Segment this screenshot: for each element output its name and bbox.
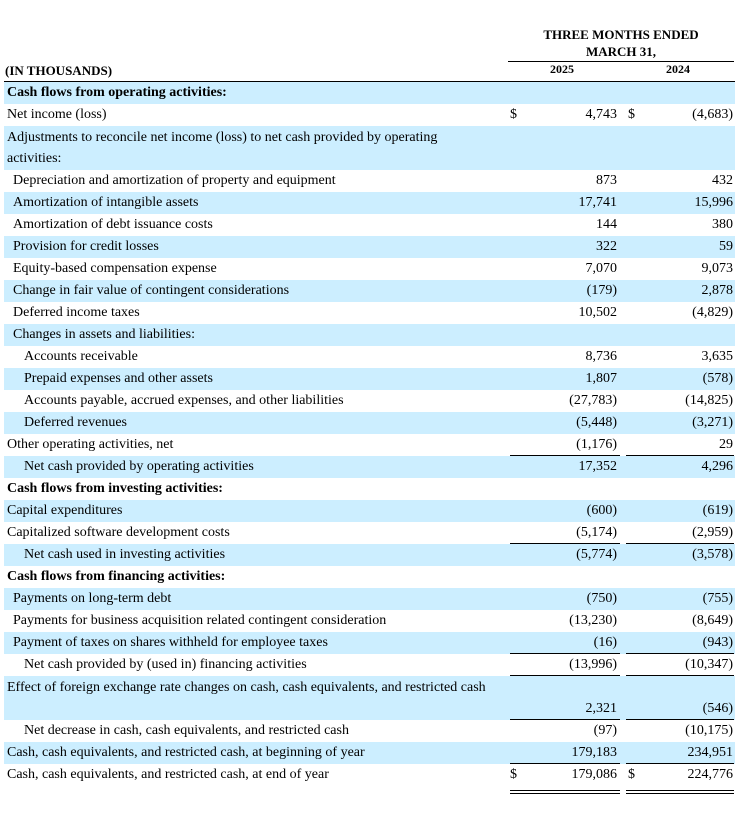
value-2025: (13,996) — [569, 657, 617, 672]
currency-symbol: $ — [510, 107, 517, 122]
table-row — [4, 302, 735, 324]
value-2024: 59 — [719, 239, 733, 254]
row-label: Change in fair value of contingent considerations — [13, 283, 290, 298]
period-header-line2: MARCH 31, — [585, 44, 657, 59]
table-row — [4, 258, 735, 280]
table-row — [4, 544, 735, 566]
value-2024: (10,347) — [685, 657, 733, 672]
value-2025: 7,070 — [585, 261, 617, 276]
row-label: Payments for business acquisition related contingent consideration — [13, 613, 387, 628]
value-2025: 873 — [596, 173, 617, 188]
table-row — [4, 676, 735, 720]
value-2025: 144 — [596, 217, 617, 232]
value-2025: 2,321 — [585, 701, 617, 716]
value-2024: (755) — [702, 591, 733, 606]
value-2025: 17,352 — [578, 459, 617, 474]
period-header-line1: THREE MONTHS ENDED — [543, 27, 699, 42]
value-2024: 4,296 — [701, 459, 733, 474]
row-label: Prepaid expenses and other assets — [24, 371, 213, 386]
value-2024: 15,996 — [694, 195, 733, 210]
total-double-rule — [510, 793, 620, 794]
year-2025-header: 2025 — [550, 62, 574, 76]
row-label: Accounts receivable — [24, 349, 138, 364]
value-2024: (4,683) — [692, 107, 733, 122]
value-2024: 3,635 — [701, 349, 733, 364]
value-2024: (619) — [702, 503, 733, 518]
table-row — [4, 192, 735, 214]
table-row — [4, 324, 735, 346]
value-2024: 224,776 — [687, 767, 733, 782]
table-row — [4, 566, 735, 588]
row-label: Net decrease in cash, cash equivalents, and restricted cash — [24, 723, 349, 738]
value-2025: (179) — [586, 283, 617, 298]
value-2024: (943) — [702, 635, 733, 650]
table-row — [4, 104, 735, 126]
value-2024: (4,829) — [692, 305, 733, 320]
table-row — [4, 280, 735, 302]
currency-symbol: $ — [628, 767, 635, 782]
row-label: Cash flows from investing activities: — [7, 481, 223, 496]
table-row — [4, 236, 735, 258]
value-2024: 432 — [712, 173, 733, 188]
table-row — [4, 764, 735, 786]
table-row — [4, 412, 735, 434]
row-label: Cash flows from financing activities: — [7, 569, 226, 584]
value-2025: 4,743 — [585, 107, 617, 122]
table-row — [4, 500, 735, 522]
value-2025: 179,183 — [571, 745, 617, 760]
value-2025: (27,783) — [569, 393, 617, 408]
table-row — [4, 390, 735, 412]
currency-symbol: $ — [628, 107, 635, 122]
period-header — [510, 26, 732, 60]
value-2025: (750) — [586, 591, 617, 606]
row-label: Depreciation and amortization of property and equipment — [13, 173, 336, 188]
table-row — [4, 456, 735, 478]
row-label: Net cash provided by (used in) financing activities — [24, 657, 307, 672]
row-label: Payments on long-term debt — [13, 591, 172, 606]
row-label: Provision for credit losses — [13, 239, 159, 254]
row-label: Cash, cash equivalents, and restricted cash, at beginning of year — [7, 745, 365, 760]
value-2025: 322 — [596, 239, 617, 254]
row-label: Amortization of debt issuance costs — [13, 217, 213, 232]
value-2025: (5,448) — [576, 415, 617, 430]
value-2024: (578) — [702, 371, 733, 386]
row-label: Deferred revenues — [24, 415, 127, 430]
row-label: Net cash provided by operating activities — [24, 459, 254, 474]
value-2025: (5,174) — [576, 525, 617, 540]
row-label: Amortization of intangible assets — [13, 195, 199, 210]
row-label: Effect of foreign exchange rate changes on cash, cash equivalents, and restricted cash — [7, 680, 486, 695]
table-row — [4, 478, 735, 500]
value-2025: (5,774) — [576, 547, 617, 562]
currency-symbol: $ — [510, 767, 517, 782]
table-row — [4, 632, 735, 654]
table-row — [4, 742, 735, 764]
table-row — [4, 522, 735, 544]
row-label: Adjustments to reconcile net income (loss) to net cash provided by operating activities: — [7, 130, 438, 166]
table-row — [4, 368, 735, 390]
value-2024: (2,959) — [692, 525, 733, 540]
value-2025: (97) — [593, 723, 617, 738]
row-label: Accounts payable, accrued expenses, and other liabilities — [24, 393, 344, 408]
table-row — [4, 434, 735, 456]
value-2024: (10,175) — [685, 723, 733, 738]
value-2024: 9,073 — [701, 261, 733, 276]
table-row — [4, 720, 735, 742]
value-2024: 380 — [712, 217, 733, 232]
table-row — [4, 214, 735, 236]
value-2025: 8,736 — [585, 349, 617, 364]
row-label: Capital expenditures — [7, 503, 123, 518]
table-row — [4, 610, 735, 632]
units-label: (IN THOUSANDS) — [5, 63, 113, 78]
value-2024: (3,578) — [692, 547, 733, 562]
value-2025: 1,807 — [585, 371, 617, 386]
value-2025: (600) — [586, 503, 617, 518]
value-2025: (1,176) — [576, 437, 617, 452]
value-2025: (16) — [593, 635, 617, 650]
table-row — [4, 126, 735, 170]
value-2025: 17,741 — [578, 195, 617, 210]
value-2024: (14,825) — [685, 393, 733, 408]
value-2024: 29 — [719, 437, 733, 452]
table-row — [4, 346, 735, 368]
row-label: Capitalized software development costs — [7, 525, 230, 540]
value-2024: 234,951 — [687, 745, 733, 760]
total-double-rule — [510, 790, 620, 791]
year-2024-header: 2024 — [666, 62, 690, 76]
value-2024: (8,649) — [692, 613, 733, 628]
table-row — [4, 588, 735, 610]
cash-flow-table — [4, 82, 735, 786]
row-label: Net income (loss) — [7, 107, 107, 122]
row-label: Net cash used in investing activities — [24, 547, 226, 562]
value-2025: (13,230) — [569, 613, 617, 628]
value-2024: (3,271) — [692, 415, 733, 430]
row-label: Cash, cash equivalents, and restricted cash, at end of year — [7, 767, 329, 782]
table-row — [4, 654, 735, 676]
total-double-rule — [626, 793, 734, 794]
value-2025: 179,086 — [571, 767, 617, 782]
row-label: Deferred income taxes — [13, 305, 140, 320]
table-row — [4, 82, 735, 104]
table-row — [4, 170, 735, 192]
row-label: Other operating activities, net — [7, 437, 174, 452]
row-label: Equity-based compensation expense — [13, 261, 217, 276]
value-2024: 2,878 — [701, 283, 733, 298]
row-label: Changes in assets and liabilities: — [13, 327, 195, 342]
row-label: Payment of taxes on shares withheld for employee taxes — [13, 635, 328, 650]
value-2025: 10,502 — [578, 305, 617, 320]
row-label: Cash flows from operating activities: — [7, 85, 227, 100]
value-2024: (546) — [702, 701, 733, 716]
total-double-rule — [626, 790, 734, 791]
